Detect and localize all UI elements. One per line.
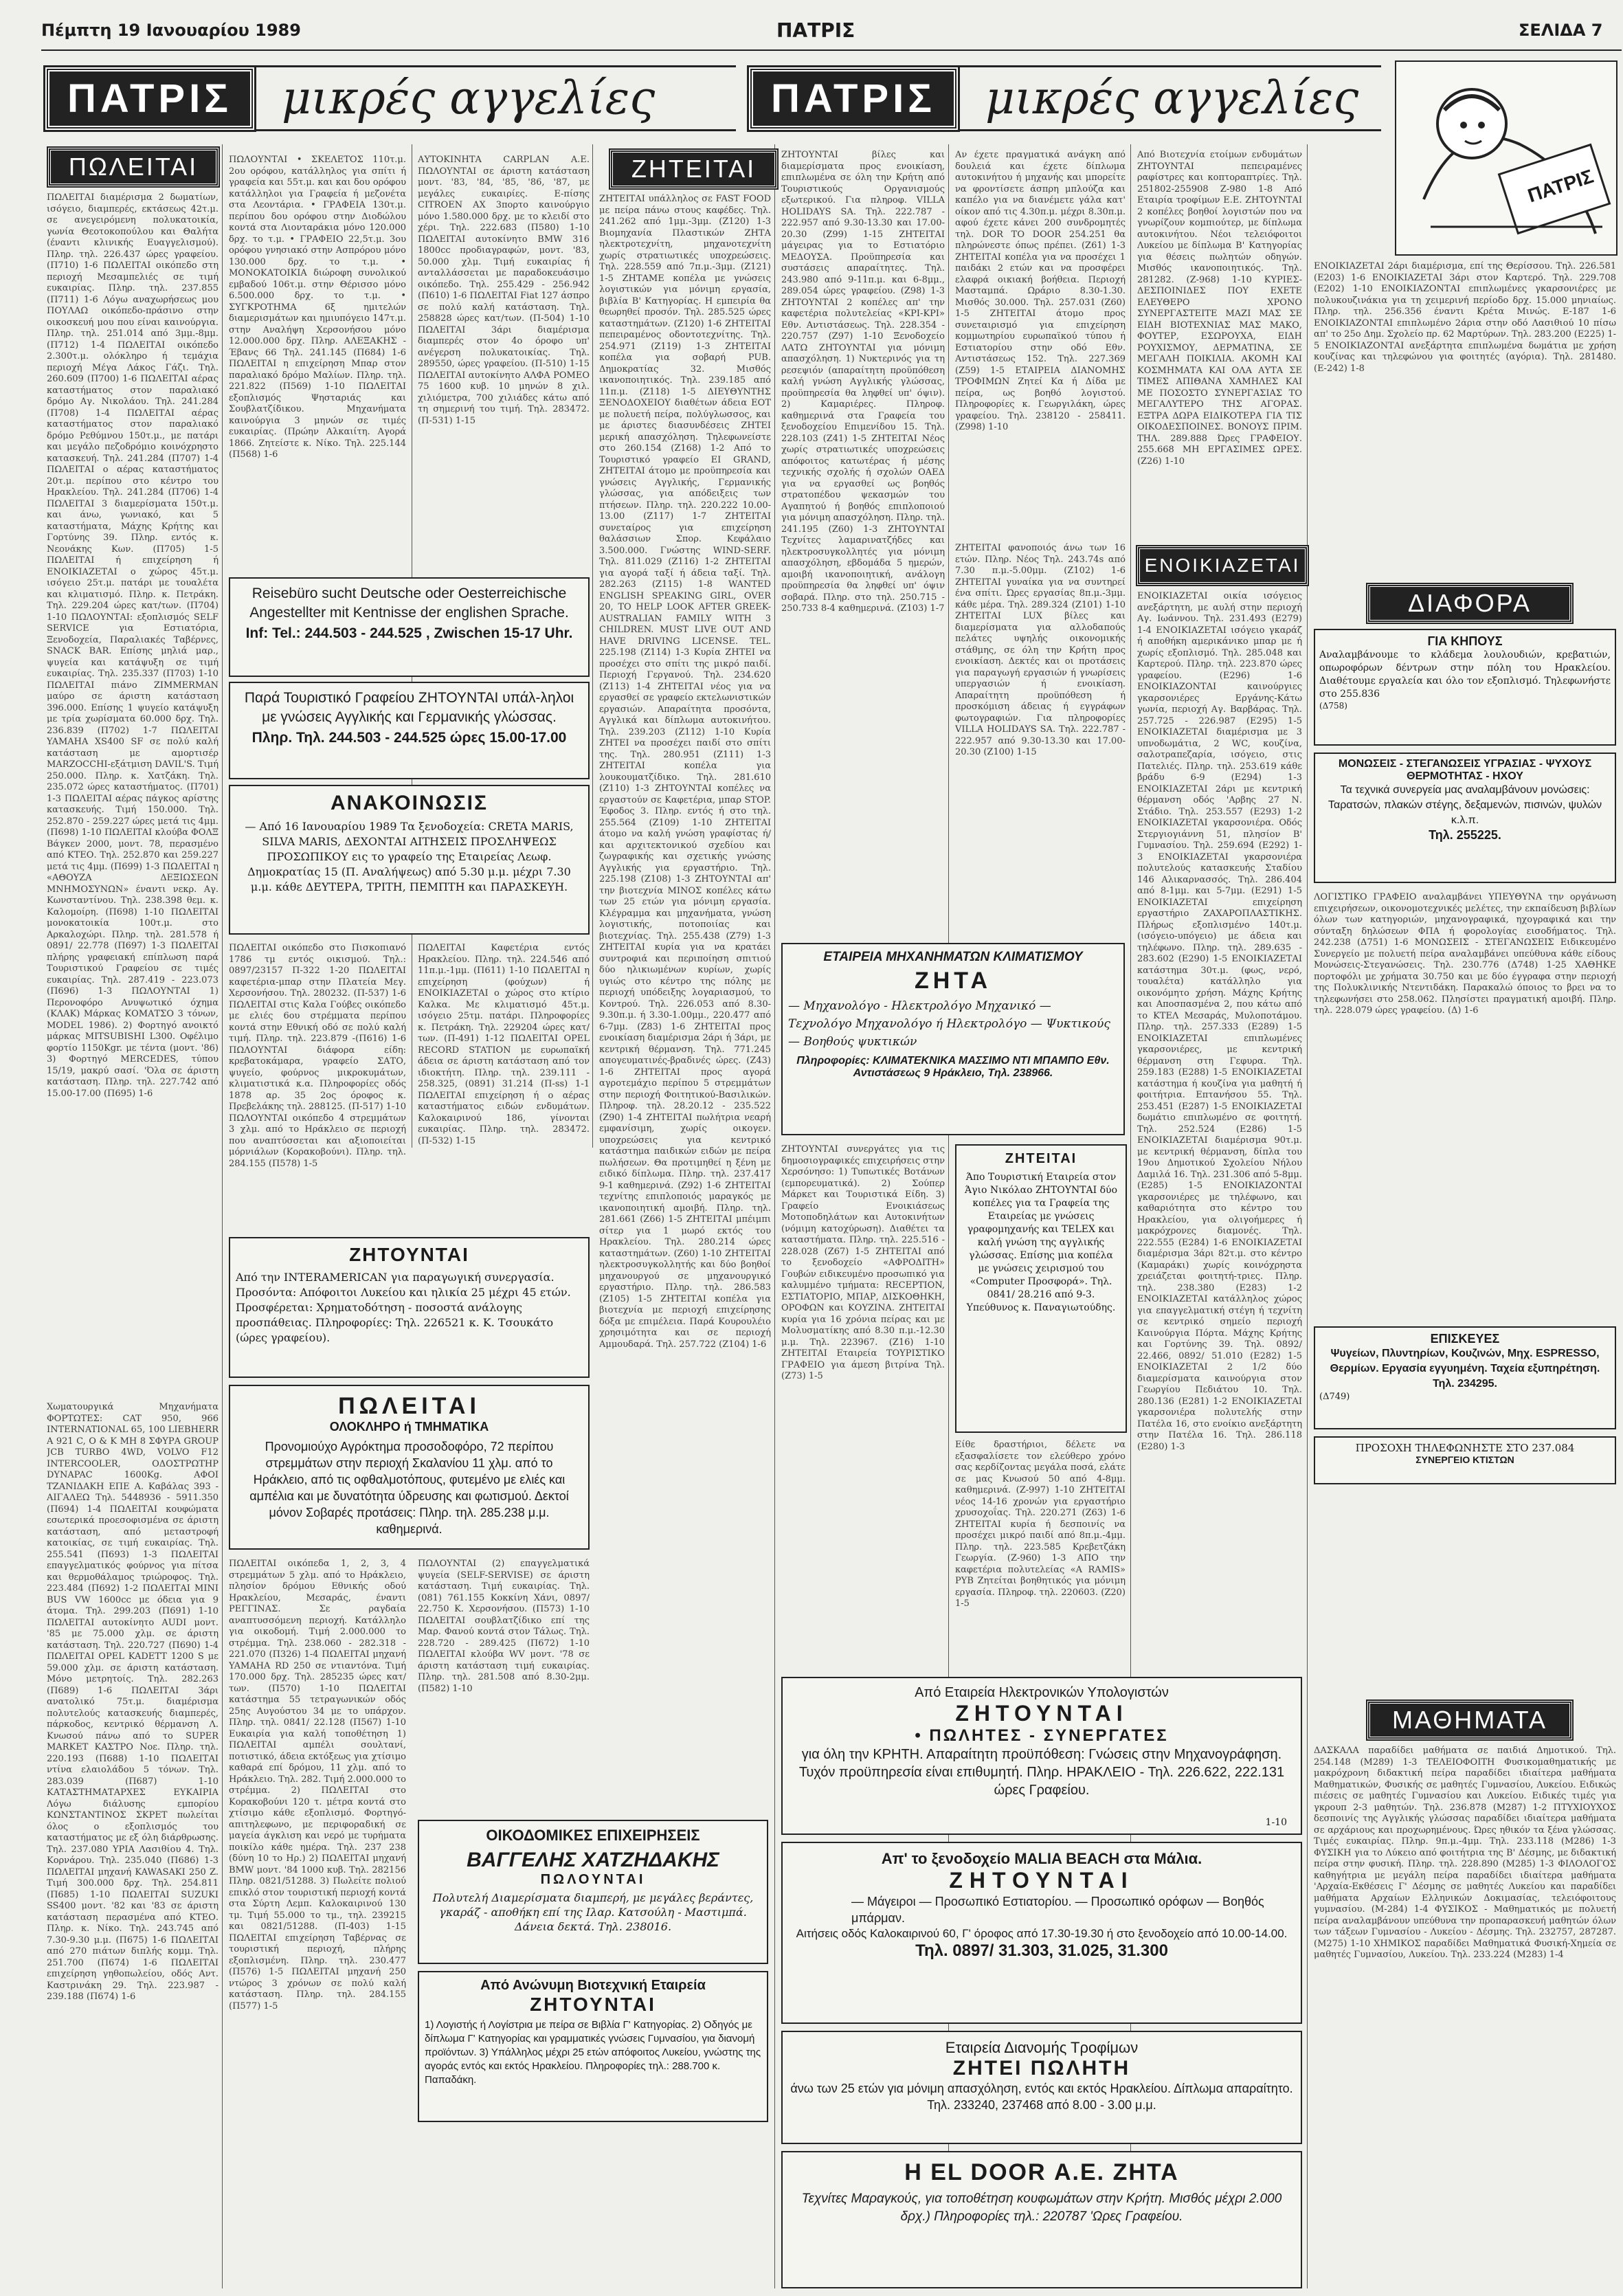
el-door-body: Τεχνίτες Μαραγκούς, για τοποθέτηση κουφωμάτων στην Κρήτη. Μισθός μέχρι 2.000 δρχ.) Πληροφορίες τηλ.: 220787 'Ωρες Γραφείου.	[801, 2192, 1282, 2224]
dianomhs-sub: ΖΗΤΕΙ ΠΩΛΗΤΗ	[952, 2057, 1131, 2080]
prosoxh-title: ΠΡΟΣΟΧΗ ΤΗΛΕΦΩΝΗΣΤΕ ΣΤΟ 237.084	[1355, 1442, 1575, 1454]
cartoon-drawing	[1396, 62, 1616, 254]
computers-title: Από Εταιρεία Ηλεκτρονικών Υπολογιστών	[915, 1685, 1169, 1700]
oikodomikes-sub: ΠΩΛΟΥΝΤΑΙ	[540, 1872, 646, 1887]
computers-ad	[781, 1677, 1302, 1835]
header-date: Πέμπτη 19 Ιανουαρίου 1989	[41, 21, 301, 40]
malia-title: Απ' το ξενοδοχείο MALIA BEACH στα Μάλια.	[881, 1850, 1202, 1867]
klimatismos-ad	[781, 943, 1125, 1135]
kipos-body: Αναλαμβάνουμε το κλάδεμα λουλουδιών, κρεβατιών, οπωροφόρων δέντρων στην πόλη του Ηρακλείου. Διαθέτουμε εργαλεία και όλο τον εξοπλισμό. Τηλεφωνήστε στο 255.836	[1319, 649, 1611, 700]
ads-column-7-bottom: Είθε δραστήριοι, δέλετε να εξασφαλίσετε τον ελεύθερο χρόνο σας κερδίζοντας μεγάλα ποσά, ελάτε σε μας Κνωσού 50 από 4-8μμ. καθημερινά. (Ζ-997) 1-10 ΖΗΤΕΙΤΑΙ νέος 14-16 χρονών για εργαστήριο χρυσοχοΐας. Τηλ. 220.271 (Ζ63) 1-6 ΖΗΤΕΙΤΑΙ κυρία ή δεσποινίς να προσέχει μικρό παιδί από 8π.μ.-4μμ. Πληρ. τηλ. 223.585 Κρεβετζάκη Γεωργία. (Ζ-960) 1-3 ΑΠΟ την καφετέρια πολυτελείας «A RAMIS» ΡΥΒ Ζητείται βοηθητικός για μόνιμη εργασία. Πληροφ. τηλ. 220603. (Ζ20) 1-5	[955, 1440, 1126, 1609]
episkeues-code: (Δ749)	[1319, 1392, 1350, 1402]
touristiko-ad	[229, 682, 590, 779]
agroktima-subtitle: ΟΛΟΚΛΗΡΟ ή ΤΜΗΜΑΤΙΚΑ	[329, 1420, 489, 1434]
el-door-title: Η EL DOOR Α.Ε. ΖΗΤΑ	[904, 2159, 1179, 2185]
anonymh-body: 1) Λογιστής ή Λογίστρια με πείρα σε Βιβλία Γ' Κατηγορίας. 2) Οδηγός με δίπλωμα Γ' Κατηγορίας και γραμματικές γνώσεις Γυμνασίου, για διανομή προϊόντων. 3) Υπάλληλος μέχρι 25 ετών απόφοιτος Λυκείου, γνώστης της αγοράς εντός και εκτός Ηρακλείου. Πληροφορίες τηλ.: 288.700 κ. Παπαδάκη.	[425, 2019, 761, 2086]
dianomhs-title: Εταιρεία Διανομής Τροφίμων	[945, 2039, 1139, 2056]
monoseis-title: ΜΟΝΩΣΕΙΣ - ΣΤΕΓΑΝΩΣΕΙΣ ΥΓΡΑΣΙΑΣ - ΨΥΧΟΥΣ ΘΕΡΜΟΤΗΤΑΣ - ΗΧΟΥ	[1338, 758, 1592, 782]
cartoon-label: ΠΑΤΡΙΣ	[1525, 165, 1596, 207]
malia-phone: Τηλ. 0897/ 31.303, 31.025, 31.300	[915, 1941, 1168, 1960]
kipos-code: (Δ758)	[1319, 701, 1347, 711]
ads-column-8-diafora: ΛΟΓΙΣΤΙΚΟ ΓΡΑΦΕΙΟ αναλαμβάνει ΥΠΕΥΘΥΝΑ την οργάνωση επιχειρήσεων, οικονομοτεχνικές μελέτες, την εκπαίδευση βιβλίων όλων των κατηγοριών, μηχανογραφικά, ηχογραφικά και την σύνταξη δηλώσεων ΦΠΑ ή φορολογίας εισοδήματος. Τηλ. 242.238 (Δ751) 1-6 ΜΟΝΩΣΕΙΣ - ΣΤΕΓΑΝΩΣΕΙΣ Ειδικευμένο Συνεργείο με πολυετή πείρα αναλαμβάνει υπεύθυνα κάθε είδους Μονώσεις-Στεγανώσεις. Τηλ. 230.776 (Δ748) 1-25 ΧΑΘΗΚΕ πορτοφόλι με χρήματα 30.750 και με δύο έγγραφα στην περιοχή της Πολυκλινικής Ντεντιδάκη. Παρακαλώ όποιος το βρει να το τηλεφωνήσει στο 258.062. Πλησίστει πραγματική αμοιβή. Πληρ. τηλ. 228.079 ώρες γραφείου. (Δ) 1-6	[1314, 892, 1616, 1016]
agios-nikolaos-body: Άπο Τουριστική Εταιρεία στον Άγιο Νικόλαο ΖΗΤΟΥΝΤΑΙ δύο κοπέλες για τα Γραφεία της Εταιρείας με γνώσεις γραφομηχανής και TELEX και καλή γνώση της αγγλικής γλώσσας. Επίσης μια κοπέλα με γνώσεις χειρισμού του «Computer Προσφορά». Τηλ. 0841/ 28.216 από 9-3. Υπεύθυνος κ. Παναγιωτούδης.	[964, 1172, 1117, 1313]
agios-nikolaos-title: ΖΗΤΕΙΤΑΙ	[1005, 1151, 1077, 1166]
section-enoikiazetai: ΕΝΟΙΚΙΑΖΕΤΑΙ	[1137, 546, 1308, 585]
klimatismos-info: Πληροφορίες: ΚΛΙΜΑΤΕΚΝΙΚΑ ΜΑΣΣΙΜΟ ΝΤΙ ΜΠΑΜΠΟ Εθν. Αντιστάσεως 9 Ηράκλειο, Τηλ. 238966.	[796, 1055, 1110, 1079]
interamerican-ad	[229, 1237, 590, 1378]
monoseis-phone: Τηλ. 255225.	[1429, 828, 1501, 842]
banner-left-logo: ΠΑΤΡΙΣ	[45, 67, 254, 130]
ads-column-3-lower: ΠΩΛΕΙΤΑΙ Καφετέρια εντός Ηρακλείου. Πληρ. τηλ. 224.546 από 11π.μ.-1μμ. (Π611) 1-10 ΠΩΛΕΙΤΑΙ η επιχείρηση (φούχων) ή ΕΝΟΙΚΙΑΖΕΤΑΙ ο χώρος στο κτίριο Καλκα. Με κλιματισμό 45τ.μ. ισόγειο 25τμ. πατάρι. Πληροφορίες κ. Πετράκη. Τηλ. 229204 ώρες κατ/των. (Π-491) 1-12 ΠΩΛΕΙΤΑΙ OPEL RECORD STATION με ευρωπαϊκή άδεια σε άριστη κατάσταση από τον ιδιοκτήτη. Πληρ. τηλ. 239.111 - 258.325, (0891) 31.214 (Π-ss) 1-1 ΠΩΛΕΙΤΑΙ επιχείρηση ή ο αέρας καταστήματος ειδών ενδυμάτων. Καλοκαιρινού 186, γίνονται ευκαιρίας. Πληρ. τηλ. 283472. (Π-532) 1-15	[418, 943, 590, 1146]
reisebuero-phone: Inf: Tel.: 244.503 - 244.525 , Zwischen 15-17 Uhr.	[245, 625, 573, 641]
section-zhteitai: ΖΗΤΕΙΤΑΙ	[610, 150, 777, 188]
reisebuero-text: Reisebüro sucht Deutsche oder Oesterreichische Angestellter mit Kentnisse der englishen Sprache.	[249, 586, 569, 621]
anakoinosis-body: — Από 16 Ιανουαρίου 1989 Τα ξενοδοχεία: CRETA MARIS, SILVA MARIS, ΔΕΧΟΝΤΑΙ ΑΙΤΗΣΕΙΣ ΠΡΟΣΛΗΨΕΩΣ ΠΡΟΣΩΠΙΚΟΥ εις το γραφείο της Εταιρείας Λεωφ. Δημοκρατίας 15 (Π. Αναλήψεως) από 5.30 μ.μ. μέχρι 7.30 μ.μ. κάθε ΔΕΥΤΕΡΑ, ΤΡΙΤΗ, ΠΕΜΠΤΗ και ΠΑΡΑΣΚΕΥΗ.	[245, 820, 574, 893]
anakoinosis-title: ΑΝΑΚΟΙΝΩΣΙΣ	[330, 792, 488, 814]
ads-column-6-lower: ΖΗΤΕΙΤΑΙ φανοποιός άνω των 16 ετών. Πληρ. Νέος Τηλ. 243.74s από 7.30 π.μ.-5.00μμ. (Ζ102) 1-6 ΖΗΤΕΙΤΑΙ γυναίκα για να συντηρεί ένα σπίτι. Ώρες εργασίας 8π.μ.-3μμ. κάθε μέρα. Τηλ. 289.324 (Ζ101) 1-10 ΖΗΤΕΙΤΑΙ LUX βίλες και διαμερίσματα για αλλοδαπούς πελάτες υψηλής οικονομικής στάθμης, σε όλη την Κρήτη προς ενοικίαση. Δεκτές και οι προτάσεις για παραγωγή εργασιών ή γνωρίσεις υπεργασιών ή ενοικίαση. Απαραίτητη προϋπόθεση ή προσκόμιση άδειας ή εγγράφων φωτογραφιών. Για πληροφορίες VILLA HOLIDAYS SA. Τηλ. 222.787 - 222.957 από 9.30-13.30 και 17.00-20.30 (Ζ100) 1-15	[955, 543, 1126, 757]
anonymh-sub: ΖΗΤΟΥΝΤΑΙ	[530, 1994, 656, 2015]
kipos-title: ΓΙΑ ΚΗΠΟΥΣ	[1427, 634, 1503, 648]
ads-column-3-bottom: ΠΩΛΟΥΝΤΑΙ (2) επαγγελματικά ψυγεία (SELF-SERVISE) σε άριστη κατάσταση. Τιμή ευκαιρίας. Τηλ. (081) 761.155 Κοκκίνη Χάνι, 0897/ 22.750 Κ. Χερσονήσου. (Π573) 1-10 ΠΩΛΕΙΤΑΙ σουβλατζίδικο επί της Μαρ. Φανού κοντά στον Τάλως. Τηλ. 228.720 - 289.425 (Π672) 1-10 ΠΩΛΕΙΤΑΙ κλούβα WV μοντ. '78 σε άριστη κατάσταση τιμή ευκαιρίας. Πληρ. τηλ. 281.508 από 8.30-2μμ. (Π582) 1-10	[418, 1559, 590, 1694]
anonymh-ad	[418, 1971, 768, 2122]
ads-column-5: ΖΗΤΟΥΝΤΑΙ βίλες και διαμερίσματα προς ενοικίαση, επιπλωμένα σε όλη την Κρήτη από Τουριστικούς Οργανισμούς εξωτερικού. Για πληροφ. VILLA HOLIDAYS SA. Τηλ. 222.787 - 222.957 από 9.30-13.30 και 17.00-20.30 (Ζ99) 1-15 ΖΗΤΕΙΤΑΙ μάγειρας για το Εστιατόριο ΜΕΔΟΥΣΑ. Προϋπηρεσία και συστάσεις απαραίτητες. Τηλ. 243.980 από 9-11π.μ. και 6-8μμ., 289.054 ώρες γραφείου. (Ζ98) 1-3 ΖΗΤΟΥΝΤΑΙ 2 κοπέλες απ' την καφετέρια πολυτελείας «ΚΡΙ-ΚΡΙ» Εθν. Αντιστάσεως. Τηλ. 228.354 - 220.757 (Ζ97) 1-10 Ξενοδοχείο ΛΑΤΩ ΖΗΤΟΥΝΤΑΙ για μόνιμη απασχόληση. 1) Νυκτερινός για τη ρεσεψιόν (απαραίτητη προϋπόθεση καλή γνώση Αγγλικής γλώσσας, προϋπηρεσία θα ληφθεί υπ' όψιν). 2) Καμαριέρες. Πληροφ. καθημερινά στα Γραφεία του ξενοδοχείου Επιμενίδου 15. Τηλ. 228.103 (Ζ41) 1-5 ΖΗΤΕΙΤΑΙ Νέος χωρίς στρατιωτικές υποχρεώσεις απόφοιτος κατωτέρας ή μέσης τεχνικής σχολής ή σχολών ΟΑΕΔ για να εργασθεί ως βοηθός στρατοπέδου ψεκασμών του Αγαπητού ή βοηθός επιπλοποιού για μόνιμη απασχόληση. Πληρ. τηλ. 241.195 (Ζ60) 1-3 ΖΗΤΟΥΝΤΑΙ Τεχνίτες λαμαρινατζήδες και ηλεκτροσυγκολλητές για μόνιμη απασχόληση, εβδομάδα 5 ημερών, αμοιβή ικανοποιητική, ανάλογη προϋπηρεσία θα ληφθεί υπ' όψιν σοβαρά. Πληρ. στο τηλ. 250.715 - 250.733 8-4 καθημερινά. (Ζ103) 1-7	[781, 150, 945, 614]
banner-left	[45, 65, 736, 131]
interamerican-title: ΖΗΤΟΥΝΤΑΙ	[349, 1244, 469, 1265]
banner-right-title: μικρές αγγελίες	[958, 65, 1381, 131]
agroktima-title: ΠΩΛΕΙΤΑΙ	[338, 1393, 480, 1419]
header-page-number: ΣΕΛΙΔΑ 7	[1519, 21, 1603, 40]
klimatismos-items: — Μηχανολόγο - Ηλεκτρολόγο Μηχανικό — Τεχνολόγο Μηχανολόγο ή Ηλεκτρολόγο — Ψυκτικούς — Βοηθούς ψυκτικών	[788, 999, 1110, 1049]
ads-column-8-enoik: ΕΝΟΙΚΙΑΖΕΤΑΙ 2άρι διαμέρισμα, επί της Θερίσσου. Τηλ. 226.581 (Ε203) 1-6 ΕΝΟΙΚΙΑΖΕΤΑΙ 3άρι στον Καρτερό. Τηλ. 229.708 (Ε202) 1-10 ΕΝΟΙΚΙΑΖΟΝΤΑΙ επιπλωμένες γκαρσονιέρες με πολυκουζινάκια για τη χειμερινή περίοδο δρχ. 15.000 μηνιαίως. Πληρ. τηλ. 256.356 έναντι Κρέτα Μινώς. Ε-187 1-6 ΕΝΟΙΚΙΑΖΟΝΤΑΙ επιπλωμένο 2άρια στην οδό Λασιθιού 10 πίσω απ' το 25ο Δημ. Σχολείο πρ. 62 Μαρτύρων. Τηλ. 283.200 (Ε225) 1-5 ΕΝΟΙΚΙΑΖΟΝΤΑΙ ανεξάρτητα επιπλωμένα δωμάτια με χρήση κουζίνας και τηλεφώνου για φοιτητές (αγόρια). Τηλ. 281480. (Ε-242) 1-8	[1314, 261, 1616, 374]
dianomhs-body: άνω των 25 ετών για μόνιμη απασχόληση, εντός και εκτός Ηρακλείου. Δίπλωμα απαραίτητο. Τηλ. 233240, 237468 από 8.00 - 3.00 μ.μ.	[790, 2082, 1293, 2112]
agios-nikolaos-ad	[955, 1144, 1127, 1433]
anakoinosis-ad	[229, 785, 590, 935]
ads-column-1: ΠΩΛΕΙΤΑΙ διαμέρισμα 2 δωματίων, ισόγειο, διαμπερές, εκτάσεως 42τ.μ. σε ανεγειρόμενη πολυκατοικία, γωνία Θεοτοκοπούλου και Θαλήτα (έναντι κλινικής Ευαγγελισμού). Πληρ. τηλ. 226.437 ώρες γραφείου. (Π710) 1-6 ΠΩΛΕΙΤΑΙ οικόπεδο στη περιοχή Μεσαμπελιές σε τιμή ευκαιρίας. Πληρ. τηλ. 237.855 (Π711) 1-6 Λόγω αναχωρήσεως μου ΠΟΥΛΑΩ οικόπεδο-πράσινο στην οικοσκευή μου που είναι καινούργια. Πληρ. τηλ. 251.014 από 3μμ.-8μμ. (Π712) 1-4 ΠΩΛΕΙΤΑΙ οικόπεδο 2.300τ.μ. ολόκληρο ή τεμάχια περιοχή Μέγα Λάκος Γάζι. Τηλ. 260.609 (Π700) 1-6 ΠΩΛΕΙΤΑΙ αέρας καταστήματος στον παραλιακό δρόμο Αγ. Νικολάου. Τηλ. 241.284 (Π708) 1-4 ΠΩΛΕΙΤΑΙ αέρας καταστήματος στον παραλιακό δρόμο Ρεθύμνου 150τ.μ., με πατάρι και μεγάλο πεζοδρόμιο κοινόχρηστο κατασκευή. Τηλ. 241.284 (Π707) 1-4 ΠΩΛΕΙΤΑΙ ο αέρας καταστήματος 20τ.μ. περίπου στο κέντρο του Ηρακλείου. Τηλ. 241.284 (Π706) 1-4 ΠΩΛΕΙΤΑΙ 3 διαμερίσματα 150τ.μ. και άνω, γωνιακό, και 5 καταστήματα, Μάχης Κρήτης και Γορτύνης 39. Πληρ. εντός κ. Νεονάκης Κων. (Π705) 1-5 ΠΩΛΕΙΤΑΙ ή επιχείρηση ή ΕΝΟΙΚΙΑΖΕΤΑΙ ο χώρος 45τ.μ. ισόγειο 25τ.μ. πατάρι με τουαλέτα και κλιματισμό. Πληρ. κ. Πετράκη. Τηλ. 229.204 ώρες κατ/των. (Π704) 1-10 ΠΩΛΟΥΝΤΑΙ: εξοπλισμός SELF SERVICE για Εστιατόρια, Ξενοδοχεία, Παραλιακές Ταβέρνες, SNACK BAR. Επίσης μηλιά μαρ., ψυγεία και κατάψυξη σε τιμή ευκαιρίας. Τηλ. 235.337 (Π703) 1-10 ΠΩΛΕΙΤΑΙ πιάνο ZIMMERMAN μαύρο σε άριστη κατάσταση 396.000. Επίσης 1 ψυγείο κατάψυξη με τρία χωρίσματα 60.000 δρχ. Τηλ. 236.839 (Π702) 1-7 ΠΩΛΕΙΤΑΙ YAMAHA XS400 SF σε πολύ καλή κατάσταση με αμορτισέρ MARZOCCHI-εξάτμιση DAVIL'S. Τιμή 250.000. Πληρ. κ. Χατζάκη. Τηλ. 235.072 ώρες καταστήματος. (Π701) 1-3 ΠΩΛΕΙΤΑΙ αέρας πάγκος αρίστης κατασκευής. Τιμή 150.000. Τηλ. 252.870 - 259.227 ώρες μετά τις 4μμ. (Π698) 1-10 ΠΩΛΕΙΤΑΙ κλούβα ΦΟΛΞ Βάγκεν 2000, μοντ. 78, περασμένο από ΚΤΕΟ. Τηλ. 252.870 και 259.227 μετά τις 4μμ. (Π699) 1-3 ΠΩΛΕΙΤΑΙ η «ΑΘΟΥΖΑ ΔΕΞΙΩΣΕΩΝ ΜΝΗΜΟΣΥΝΩΝ» έναντι νεκρ. Αγ. Κωνσταντίνου. Τηλ. 238.398 θεμ. κ. Καλομοίρη. (Π698) 1-10 ΠΩΛΕΙΤΑΙ μονοκατοικία 100τ.μ. στο Αρκαλοχώρι. Πληρ. τηλ. 281.578 ή 0891/ 22.778 (Π697) 1-3 ΠΩΛΕΙΤΑΙ πλήρης γραφειακή επίπλωση παρά Τουριστικού Γραφείου σε τιμές ευκαιρίας. Τηλ. 287.419 - 223.073 (Π696) 1-3 ΠΩΛΟΥΝΤΑΙ 1) Περονοφόρο Ανυψωτικό όχημα (ΚΛΑΚ) Μάρκας ΚΟΜΑΤΣΟ 3 τόνων, MODEL 1986). 2) Φορτηγό ανοικτό μάρκας MITSUBISHI L300. Οφέλιμο φορτίο 1150Kgr. με τέντα (μοντ. '86) 3) Φορτηγό MERCEDES, τύπου 15/19, μακρύ σασί. 'Όλα σε άριστη κατάσταση. Πληρ. τηλ. 227.742 από 15.00-17.00 (Π695) 1-6	[47, 192, 219, 1099]
computers-code: 1-10	[1265, 1817, 1287, 1828]
section-poleitai: ΠΩΛΕΙΤΑΙ	[48, 148, 219, 186]
touristiko-phone: Πληρ. Τηλ. 244.503 - 244.525 ώρες 15.00-17.00	[251, 730, 567, 746]
section-mathimata: ΜΑΘΗΜΑΤΑ	[1367, 1701, 1572, 1739]
ads-column-7: Από Βιοτεχνία ετοίμων ενδυμάτων ΖΗΤΟΥΝΤΑΙ πεπειραμένες ραφίστρες και κοπτοραπτρίες. Τηλ. 251802-255908 Ζ-980 1-8 Από Εταιρία τροφίμων Ε.Ε. ΖΗΤΟΥΝΤΑΙ 2 κοπέλες βοηθοί λογιστών που να γνωρίζουν κομπιούτερ, με δίπλωμα αυτοκινήτου. Νέοι τελειόφοιτοι Λυκείου με δίπλωμα Β' Κατηγορίας για θέσεις πωλητών οδηγών. Μισθός ικανοποιητικός. Τηλ. 281282. (Ζ-968) 1-10 ΚΥΡΙΕΣ-ΔΕΣΠΟΙΝΙΔΕΣ ΠΟΥ ΕΧΕΤΕ ΕΛΕΥΘΕΡΟ ΧΡΟΝΟ ΣΥΝΕΡΓΑΣΤΕΙΤΕ ΜΑΖΙ ΜΑΣ ΣΕ ΕΙΔΗ ΒΙΟΤΕΧΝΙΑΣ ΜΑΣ ΜΑΚΟ, ΦΟΥΤΕΡ, ΕΣΩΡΟΥΧΑ, ΕΙΔΗ ΡΟΥΧΙΣΜΟΥ, ΔΕΡΜΑΤΙΝΑ, ΣΕ ΜΕΓΑΛΗ ΠΟΙΚΙΛΙΑ. ΑΚΟΜΗ ΚΑΙ ΚΟΣΜΗΜΑΤΑ ΚΑΙ ΟΛΑ ΑΥΤΑ ΣΕ ΤΙΜΕΣ ΑΠΙΘΑΝΑ ΧΑΜΗΛΕΣ ΚΑΙ ΜΕ ΠΟΣΟΣΤΟ ΣΥΝΕΡΓΑΣΙΑΣ ΤΟ ΜΕΓΑΛΥΤΕΡΟ ΤΗΣ ΑΓΟΡΑΣ. ΕΞΤΡΑ ΔΩΡΑ ΕΙΔΙΚΟΤΕΡΑ ΓΙΑ ΤΙΣ ΟΙΚΟΔΕΣΠΟΙΝΕΣ. ΒΟΝΟΥΣ ΠΡΙΜ. ΤΗΛ. 289.888 Ώρες ΓΡΑΦΕΙΟΥ. 255.668 ΜΗ ΕΡΓΑΣΙΜΕΣ ΩΡΕΣ. (Ζ26) 1-10	[1137, 150, 1302, 467]
episkeues-body: Ψυγείων, Πλυντηρίων, Κουζινών, Μηχ. ESPRESSO, Θερμίων. Εργασία εγγυημένη. Ταχεία εξυπηρέτηση. Τηλ. 234295.	[1330, 1348, 1600, 1390]
ads-column-6: Αν έχετε πραγματικά ανάγκη από δουλειά και έχετε δίπλωμα αυτοκινήτου ή μηχανής και μπορείτε να φροντίσετε άσπρη μπλούζα και καπέλο για να διανέμετε γάλα κατ' οίκον από τις 4.30π.μ. μέχρι 8.30π.μ. αφού έχετε κάνει 200 συνδρομητές τηλ. DOR ΤΟ DOOR 254.251 θα πληρώνεστε όπως πρέπει. (Ζ61) 1-3 ΖΗΤΕΙΤΑΙ κοπέλα για να προσέχει 1 παιδάκι 2 ετών και να προσφέρει ελαφρά οικιακή βοήθεια. Περιοχή Μασταμπά. Ωράριο 8.30-1.30. Μισθός 30.000. Τηλ. 257.031 (Ζ60) 1-5 ΖΗΤΕΙΤΑΙ άτομο προς συνεταιρισμό για επιχείρηση κομμωτηρίου ευρωπαϊκού τύπου ή Εστιατορίου στην οδό Εθν. Αντιστάσεως 152. Τηλ. 227.369 (Ζ59) 1-5 ΕΤΑΙΡΕΙΑ ΔΙΑΝΟΜΗΣ ΤΡΟΦΙΜΩΝ Ζητεί Κα ή Δίδα με πείρα, ως βοηθό λογιστού. Πληροφορίες κ. Γεωργιλάκη, ώρες γραφείου. Τηλ. 238120 - 258411. (Ζ998) 1-10	[955, 150, 1126, 432]
computers-sub: ΖΗΤΟΥΝΤΑΙ	[955, 1701, 1128, 1726]
cartoon-illustration	[1395, 60, 1618, 256]
ads-column-2-bottom: ΠΩΛΕΙΤΑΙ οικόπεδα 1, 2, 3, 4 στρεμμάτων 5 χλμ. από το Ηράκλειο, πλησίον δρόμου Εθνικής οδού Ηρακλείου, Μεσαράς, έναντι ΡΕΓΓΙΝΑΣ. Σε ραγδαία αναπτυσσόμενη περιοχή. Κατάλληλο για οικοδομή. Τιμή 2.000.000 το στρέμμα. Τηλ. 238.060 - 282.318 - 221.070 (Π326) 1-4 ΠΩΛΕΙΤΑΙ μηχανή YAMAHA RD 250 σε ντιαντόνα. Τιμή 170.000 δρχ. Τηλ. 285235 ώρες κατ/των. (Π570) 1-10 ΠΩΛΕΙΤΑΙ κατάστημα 55 τετραγωνικών οδός 25ης Αυγούστου 34 με το υπάρχον. Πληρ. τηλ. 0841/ 22.128 (Π567) 1-10 Ευκαιρία για καλή τοποθέτηση 1) ΠΩΛΕΙΤΑΙ αμπέλι σουλτανί, ποτιστικό, άδεια εκτόξεως για χτίσιμο καθαρά επί δρόμου, 11 χλμ. από το Ηράκλειο. Τηλ. 282. Τιμή 2.000.000 το στρέμμα. 2) ΠΩΛΕΙΤΑΙ στο Κορακοβούνι 120 τ. μέτρα κοντά στο χτίσιμο κάθε εξοπλισμό. Φορτηγό-απιτηλεφωνο, με περιφοραδική σε μαγεία άγκλιση και νερό με τυρήματα ποικίλο κάθε ημέρα. Τηλ. 237 238 (δύνη 10 το Ηρ.) 2) ΠΩΛΕΙΤΑΙ μηχανή BMW μοντ. '84 1000 κυβ. Τηλ. 282156 Πληρ. 0821/51288. 3) Πωλείτε πολιού επικλό στον τουριστική περιοχή κοντά στα Σύρτη Λεμπ. Καλοκαιρινού 130 τμ. Τιμή 55.000 το τμ., τηλ. 239215 και 0821/51288. (Π-403) 1-15 ΠΩΛΕΙΤΑΙ επιχείρηση Ταβέρνας σε τουριστική περιοχή, πλήρης εξοπλισμένη. Πληρ. τηλ. 230.477 (Π576) 1-5 ΠΩΛΕΙΤΑΙ μηχανή 250 ντώρος 3 χρόνων σε πολύ καλή κατάσταση. Πληρ. τηλ. 284.155 (Π577) 1-5	[229, 1559, 406, 2011]
episkeues-ad	[1314, 1326, 1616, 1429]
banner-right	[749, 65, 1381, 131]
section-diafora: ΔΙΑΦΟΡΑ	[1367, 584, 1572, 623]
ads-column-7-enoik: ΕΝΟΙΚΙΑΖΕΤΑΙ οικία ισόγειος ανεξάρτητη, με αυλή στην περιοχή Αγ. Ιωάννου. Τηλ. 231.493 (Ε279) 1-4 ΕΝΟΙΚΙΑΖΕΤΑΙ ισόγειο γκαράζ ή αποθήκη αμερικάνικο μπαρ με ή χωρίς εξοπλισμό. Τηλ. 285.048 και Καρτερού. Πληρ. τηλ. 223.870 ώρες γραφείου. (Ε296) 1-6 ΕΝΟΙΚΙΑΖΟΝΤΑΙ καινούργιες γκαρσονιέρες Εργάνης-Κάτω γωνία, περιοχή Αγ. Βαρβάρας. Τηλ. 257.725 - 226.987 (Ε295) 1-5 ΕΝΟΙΚΙΑΖΕΤΑΙ διαμέρισμα με 3 υπνοδωμάτια, 2 WC, κουζίνα, σαλοτραπεζαρία, ισόγειο, στις Πατελιές. Πληρ. τηλ. 253.619 κάθε βράδυ 6-9 (Ε294) 1-3 ΕΝΟΙΚΙΑΖΕΤΑΙ 2άρι με κεντρική θέρμανση οδός 'Αρβης 27 Ν. Στάδιο. Τηλ. 253.557 (Ε293) 1-2 ΕΝΟΙΚΙΑΖΕΤΑΙ γκαρσονιέρα. Οδός Στεργιογιάννη 51, πλησίον Β' Γυμνασίου. Τηλ. 259.694 (Ε292) 1-3 ΕΝΟΙΚΙΑΖΕΤΑΙ γκαρσονιέρα πολυτελούς κατασκευής Σταδίου 146 Αλικαρνασσός. Τηλ. 286.404 από 8-1μμ. και 5-7μμ. (Ε291) 1-5 ΕΝΟΙΚΙΑΖΕΤΑΙ επιχείρηση εργαστήριο ΖΑΧΑΡΟΠΛΑΣΤΙΚΗΣ. Πλήρως εξοπλισμένο 140τ.μ. (ισόγειο-υπόγειο) με άδεια και τηλέφωνο. Πληρ. τηλ. 289.635 - 283.602 (Ε290) 1-5 ΕΝΟΙΚΙΑΖΕΤΑΙ κατάστημα 30τ.μ. (φως, νερό, τουαλέτα) κατάλληλο για οικονόμητο χρήση. Μάχης Κρήτης και Αποσπασμένα 2, που κάτω από το ΚΤΕΛ Μεσαράς, Μυλοποτάμου. Πληρ. τηλ. 257.333 (Ε289) 1-5 ΕΝΟΙΚΙΑΖΕΤΑΙ επιπλωμένες γκαρσονιέρες, με κεντρική θέρμανση στη Γεφυρα. Τηλ. 259.183 (Ε288) 1-5 ΕΝΟΙΚΙΑΖΕΤΑΙ κατάστημα ή κουζίνα για μαθητή ή φοιτήτρια. Επτανήσου 55. Τηλ. 253.451 (Ε287) 1-5 ΕΝΟΙΚΙΑΖΕΤΑΙ δωμάτιο επιπλωμένο σε φοιτητή. Τηλ. 252.524 (Ε286) 1-5 ΕΝΟΙΚΙΑΖΕΤΑΙ διαμέρισμα 90τ.μ. με κεντρική θέρμανση, δίπλα του 19ου Δημοτικού Σχολείου Νήλου Δαμιλά 16. Τηλ. 231.306 από 5-8μμ. (Ε285) 1-5 ΕΝΟΙΚΙΑΖΟΝΤΑΙ γκαρσονιέρες με τηλέφωνο, και καθαριότητα στο κέντρο του Ηρακλείου, για ολιγοήμερες ή μακρόχρονες διαμονές. Τηλ. 222.555 (Ε284) 1-6 ΕΝΟΙΚΙΑΖΕΤΑΙ διαμέρισμα 3άρι 82τ.μ. στο κέντρο (Καμαράκι) χωρίς κοινόχρηστα χρειάζεται φοιτητή-τριες. Πληρ. τηλ. 238.380 (Ε283) 1-2 ΕΝΟΙΚΙΑΖΕΤΑΙ κατάλληλος χώρος για επαγγελματική στέγη ή τεχνίτη σε κεντρικό σημείο περιοχή Καινούργια Πόρτα. Μάχης Κρήτης και Γορτύνης 39. Τηλ. 0892/ 22.466, 0892/ 51.010 (Ε282) 1-5 ΕΝΟΙΚΙΑΖΕΤΑΙ 2 1/2 δύο διαμερίσματα καινούργια στον Γεωργίου Πεδιάτου 10. Τηλ. 280.136 (Ε281) 1-2 ΕΝΟΙΚΙΑΖΕΤΑΙ γκαρσονιέρα πολυτελής στην Πατέλα 16, στο ενοίκιο ανεξάρτητη στην Πατέλα 16. Τηλ. 286.118 (Ε280) 1-3	[1137, 591, 1302, 1452]
oikodomikes-name: ΒΑΓΓΕΛΗΣ ΧΑΤΖΗΔΑΚΗΣ	[467, 1849, 719, 1871]
malia-items: — Μάγειροι — Προσωπικό Εστιατορίου. — Προσωπικό ορόφων — Βοηθός μπάρμαν.	[851, 1895, 1264, 1925]
header-rule	[41, 49, 1622, 51]
header-paper-name: ΠΑΤΡΙΣ	[776, 19, 855, 42]
interamerican-body: Από την INTERAMERICAN για παραγωγική συνεργασία. Προσόντα: Απόφοιτοι Λυκείου και ηλικία 25 μέχρι 45 ετών. Προσφέρεται: Χρηματοδότηση - ποσοστά ανάλογης προσπάθειας. Πληροφορίες: Τηλ. 226521 κ. Κ. Τσουκάτο (ώρες γραφείου).	[236, 1271, 571, 1344]
anonymh-title: Από Ανώνυμη Βιοτεχνική Εταιρεία	[480, 1978, 706, 1993]
reisebuero-ad	[229, 577, 590, 677]
kipos-ad	[1314, 629, 1616, 746]
prosoxh-ad	[1314, 1436, 1616, 1484]
touristiko-text: Παρά Τουριστικό Γραφείου ΖΗΤΟΥΝΤΑΙ υπάλ-ληλοι με γνώσεις Αγγλικής και Γερμανικής γλώσσας.	[244, 690, 574, 725]
banner-right-logo: ΠΑΤΡΙΣ	[749, 67, 958, 130]
ads-column-2-lower: ΠΩΛΕΙΤΑΙ οικόπεδο στο Πισκοπιανό 1786 τμ εντός οικισμού. Τηλ.: 0897/23157 Π-322 1-20 ΠΩΛΕΙΤΑΙ καφετέρια-μπαρ στην Πλατεία Μεγ. Χερσονήσου. Τηλ. 280232. (Π-537) 1-6 ΠΩΛΕΙΤΑΙ στις Καλα Γούβες οικόπεδο με ελιές 6ου στρέμματα περίπου κοντά στην Εθνική οδό σε πολύ καλή τιμή. Πληρ. τηλ. 223.879 -(Π616) 1-6 ΠΩΛΟΥΝΤΑΙ διάφορα είδη: κρεβατοκάμαρα, γραφείο ΣΑΤΟ, ψυγείο, φούρνος μικροκυμάτων, κλιματιστικά κ.α. Πληροφορίες οδός 1878 αρ. 35 2ος όροφος κ. Πρεβελάκης τηλ. 288125. (Π-517) 1-10 ΠΩΛΟΥΝΤΑΙ οικόπεδο 4 στρεμμάτων 3 χλμ. από το Ηράκλειο σε περιοχή που αναπτύσσεται και αξιοποιείται μόρνιάλων (Κορακοβούνι). Πληρ. τηλ. 284.155 (Π578) 1-5	[229, 943, 406, 1169]
agroktima-body: Προνομιούχο Αγρόκτημα προσοδοφόρο, 72 περίπου στρεμμάτων στην περιοχή Σκαλανίου 11 χλμ. από το Ηράκλειο, από τις οφθαλμοτόπους, φυτεμένο με ελιές και αμπέλια και με δυνατότητα ύδρευσης και φωτισμού. Δεκτοί μόνον Σοβαρές προτάσεις: Πληρ. τηλ. 285.238 μ.μ. καθημερινά.	[249, 1440, 569, 1536]
ads-column-3: ΑΥΤΟΚΙΝΗΤΑ CARPLAN Α.Ε. ΠΩΛΟΥΝΤΑΙ σε άριστη κατάσταση μοντ. '83, '84, '85, '86, '87, με μεγάλες ευκαιρίες. Ε-πίσης CITROEN ΑΧ 3πορτο καινούργιο μόνο 1.580.000 δρχ. με το κλειδί στο χέρι. Τηλ. 222.683 (Π580) 1-10 ΠΩΛΕΙΤΑΙ αυτοκίνητο BMW 316 1800cc προδιαγραφών, μοντ. '83, 50.000 χλμ. Τιμή ευκαιρίας ή ανταλλάσσεται με παραδοκευάσιμο οικόπεδο. Τηλ. 255.429 - 256.942 (Π610) 1-6 ΠΩΛΕΙΤΑΙ Fiat 127 άσπρο σε πολύ καλή κατάσταση. Τηλ. 258828 ώρες κατ/των. (Π-504) 1-10 ΠΩΛΕΙΤΑΙ 3άρι διαμέρισμα διαμπερές στον 4ο όροφο υπ' ανέγερση πολυκατοικίας. Τηλ. 289550, ώρες γραφείου. (Π-510) 1-15 ΠΩΛΕΙΤΑΙ αυτοκίνητο ΑΛΦΑ ΡΟΜΕΟ 75 1600 κυβ. 10 μηνών 8 χιλ. χιλιόμετρα, 700 χιλιάδες κάτω από τη σημερινή του τιμή. Τηλ. 283472. (Π-531) 1-15	[418, 155, 590, 426]
prosoxh-body: ΣΥΝΕΡΓΕΙΟ ΚΤΙΣΤΩΝ	[1415, 1454, 1514, 1465]
banner-left-title: μικρές αγγελίες	[254, 65, 736, 131]
oikodomikes-body: Πολυτελή Διαμερίσματα διαμπερή, με μεγάλες βεράντες, γκαράζ - αποθήκη επί της Ιλαρ. Κατσούλη - Μαστιμπά. Δάνεια δεκτά. Τηλ. 238016.	[432, 1891, 754, 1933]
el-door-ad	[781, 2151, 1302, 2288]
klimatismos-title: ΕΤΑΙΡΕΙΑ ΜΗΧΑΝΗΜΑΤΩΝ ΚΛΙΜΑΤΙΣΜΟΥ	[823, 950, 1083, 964]
agroktima-ad	[229, 1385, 590, 1550]
malia-body: Αιτήσεις οδός Καλοκαιρινού 60, Γ' όροφος από 17.30-19.30 ή στο ξενοδοχείο από 10.00-14.00.	[796, 1927, 1288, 1940]
episkeues-title: ΕΠΙΣΚΕΥΕΣ	[1430, 1332, 1500, 1346]
malia-beach-ad	[781, 1842, 1302, 2024]
ads-column-1-bottom: Χωματουργικά Μηχανήματα ΦΟΡΤΩΤΕΣ: CAT 950, 966 INTERNATIONAL 65, 100 LIEBHERR A 921 C, Ο & Κ ΜΗ 8 ΣΦΥΡΑ GROUP JCB TURBO 4WD, VOLVO F12 INTERCOOLER, ΟΔΟΣΤΡΩΤΗΡ DYNAPAC 1600Kg. ΑΦΟΙ ΤΖΑΝΙΔΑΚΗ ΕΠΕ Α. Καβάλας 393 - ΑΙΓΑΛΕΩ Τηλ. 5448936 - 5911.350 (Π694) 1-4 ΠΩΛΕΙΤΑΙ κουφώματα εσωτερικά προεσοφισμένα σε άριστη κατάσταση, από μεταστροφή κατοικίας, σε τιμή ευκαιρίας. Τηλ. 255.541 (Π693) 1-3 ΠΩΛΕΙΤΑΙ επαγγελματικός φούρνος για πίτσα και θερμοθάλαμος τριώροφος. Τηλ. 223.484 (Π692) 1-2 ΠΩΛΕΙΤΑΙ MINI BUS VW 1600cc με όδεια για 9 άτομα. Τηλ. 299.203 (Π691) 1-10 ΠΩΛΕΙΤΑΙ αυτοκίνητο AUDI μοντ. '85 με 75.000 χλμ. σε άριστη κατάσταση. Τηλ. 220.727 (Π690) 1-4 ΠΩΛΕΙΤΑΙ OPEL KADETT 1200 S με 59.000 χλμ. σε άριστη κατάσταση. Μόνο μετρητοίς. Τηλ. 282.263 (Π689) 1-6 ΠΩΛΕΙΤΑΙ 3άρι ανατολικό 75τ.μ. διαμέρισμα πολυτελούς κατασκευής διαμπερές, πάρκοδος, κεντρικό θέρμανση Λ. Κνωσού πάνω από το SUPER MARKET ΚΑΣΤΡΟ Νοε. Πληρ. τηλ. 220.193 (Π688) 1-10 ΠΩΛΕΙΤΑΙ ντίνα ελαιολάδου 5 τόνων. Τηλ. 283.039 (Π687) 1-10 ΚΑΤΑΣΤΗΜΑΤΑΡΧΕΣ ΕΥΚΑΙΡΙΑ Λόγω διάλυσης εμπορίου ΚΩΝΣΤΑΝΤΙΝΟΣ ΣΚΡΕΤ πωλείται όλος ο εξοπλισμός του καταστήματος με εξ όλη διάρθρωσης. Τηλ. 237.080 ΥΡΙΑ Λασιθίου 4. Τηλ. Κορνάρου. Τηλ. 235.040 (Π686) 1-3 ΠΩΛΕΙΤΑΙ μηχανή KAWASAKI 250 Z. Τιμή 300.000 δρχ. Τηλ. 254.811 (Π685) 1-10 ΠΩΛΕΙΤΑΙ SUZUKI SS400 μοντ. '82 και '83 σε άριστη κατάσταση περασμένα από ΚΤΕΟ. Πληρ. κ. Νίκο. Τηλ. 243.745 από 7.30-9.30 μ.μ. (Π675) 1-6 ΠΩΛΕΙΤΑΙ από 270 πιάτων διπλής κομμ. Τηλ. 251.700 (Π674) 1-6 ΠΩΛΕΙΤΑΙ επιχείρηση γηθοπωλείου, οδός Αντ. Καστρινάκη 29. Τηλ. 223.987 - 239.188 (Π674) 1-6	[47, 1402, 219, 2002]
dianomhs-ad	[781, 2031, 1302, 2144]
ads-column-2: ΠΩΛΟΥΝΤΑΙ • ΣΚΕΛΕΤΟΣ 110τ.μ. 2ου ορόφου, κατάλληλος για σπίτι ή γραφεία και 55τ.μ. και και δου ορόφου κατάλληλοι για Γραφεία ή μεζονέτα στα Λεοντάρια. • ΓΡΑΦΕΙΑ 130τ.μ. περίπου δου ορόφου στην Διοδώλου κοντά στα Λιονταράκια μόνο 120.000 δρχ. το τ.μ. • ΓΡΑΦΕΙΟ 22,5τ.μ. 3ου ορόφου γνησιακό στην Ασπρόρου μόνο 130.000 δρχ. το τ.μ. • ΜΟΝΟΚΑΤΟΙΚΙΑ διώροφη συνολικού εμβαδού 106τ.μ. στην Θέρισσο μόνο 6.500.000 δρχ. το τ.μ. • ΣΥΓΚΡΟΤΗΜΑ 6ξ ημιτελών διαμερισμάτων και ημιυπόγειο 147τ.μ. στην Αναλήψη Χερσονήσου μόνο 12.000.000 δρχ. Πληρ. ΑΛΕΞΑΚΗΣ - Έβανς 66 Τηλ. 241.145 (Π684) 1-6 ΠΩΛΕΙΤΑΙ η επιχείρηση Μπαρ στον παραλιακό δρόμο Μαλίων. Πληρ. τηλ. 221.822 (Π569) 1-10 ΠΩΛΕΙΤΑΙ εξοπλισμός Ψησταριάς και Σουβλατζίδικου. Μηχανήματα καινούργια 3 μηνών σε τιμές ευκαιρίας. (Πρώην Αλκαιίτη. Αγορά 1866. Ζητείστε κ. Νίκο. Τηλ. 225.144 (Π568) 1-6	[229, 155, 406, 460]
monoseis-body: Τα τεχνικά συνεργεία μας αναλαμβάνουν μονώσεις: Ταρατσών, πλακών στέγης, δεξαμενών, πισινών, ψυλών κ.λ.π.	[1328, 784, 1602, 826]
ads-column-8-mathimata: ΔΑΣΚΑΛΑ παραδίδει μαθήματα σε παιδιά Δημοτικού. Τηλ. 254.148 (Μ289) 1-3 ΤΕΛΕΙΟΦΟΙΤΗ Φυσικομαθηματικής με μακρόχρονη διδακτική πείρα παραδίδει ιδιαίτερα μαθήματα Μαθηματικών, Φυσικής σε μαθητές Γυμνασίου, Λυκείου. Ειδικώς πιέσεις σε μαθητές Γυμνασίου και Λυκείου. Ειδικές τιμές για γκρουπ 2-3 μαθητών. Τηλ. 236.878 (Μ287) 1-2 ΠΤΥΧΙΟΥΧΟΣ δεσποινίς της Αγγλικής γλώσσας παραδίδει ιδιαίτερα μαθήματα σε αρχάριους και προχωρημένους. Ώρες ηθικόν τα ξένα γλώσσας. Τιμές ευκαιρίας. Πληρ. 9π.μ.-4μμ. Τηλ. 233.118 (Μ286) 1-3 ΦΥΣΙΚΗ για το Λύκειο από φοιτήτρια της Β' Δέσμης, με διδακτική πείρα στην φυσική. Πληρ. τηλ. 228.890 (Μ285) 1-3 ΦΙΛΟΛΟΓΟΣ καθηγήτρια με μεγάλη πείρα παραδίδει ιδιαίτερα μαθήματα 'Αρχαία-Εκθέσεις Γ' Δέσμης σε μαθητές Λυκείου και παραδίδει μαθήματα Αρχαίων Ελληνικών Δοκιμασίας, τελειόφοιτους γυμνασίου. (Μ-284) 1-4 ΦΥΣΙΚΟΣ - Μαθηματικός με πολυετή πείρα αναλαμβάνουν υπεύθυνα την προπαρασκευή μαθητών όλων των τάξεων Γυμνασίου - Λυκείου - Δέσμης. Τηλ. 232757, 287287. (Μ275) 1-10 ΧΗΜΙΚΟΣ παραδίδει Μαθηματικά Φυσική-Χημεία σε μαθητές Γυμνασίου, Λυκείου. Τηλ. 233.224 (Μ283) 1-4	[1314, 1746, 1616, 1960]
ads-column-4: ΖΗΤΕΙΤΑΙ υπάλληλος σε FAST FOOD με πείρα πάνω στους καφέδες. Τηλ. 241.262 από 1μμ.-3μμ. (Ζ120) 1-3 Βιομηχανία Πλαστικών ΖΗΤΑ ηλεκτροτεχνίτη, μηχανοτεχνίτη χωρίς στρατιωτικές υποχρεώσεις. Τηλ. 228.559 από 7π.μ.-3μμ. (Ζ121) 1-5 ΖΗΤΑΜΕ κοπέλα με γνώσεις λογιστικών για μόνιμη εργασία, βιβλία Β' Κατηγορίας. Η εμπειρία θα θεωρηθεί προσόν. Τηλ. 285.525 ώρες καταστημάτων. (Ζ120) 1-6 ΖΗΤΕΙΤΑΙ πεπειραμένος οδοντοτεχνίτης. Τηλ. 254.971 (Ζ119) 1-3 ΖΗΤΕΙΤΑΙ κοπέλα για σοβαρή PUB. Δημοκρατίας 32. Μισθός ικανοποιητικός. Τηλ. 239.185 από 11π.μ. (Ζ118) 1-5 ΔΙΕΥΘΥΝΤΗΣ ΞΕΝΟΔΟΧΕΙΟΥ διαθέτων άδεια ΕΟΤ με πολυετή πείρα, πολύγλωσσος, και με άριστες διασυνδέσεις ΖΗΤΕΙ μερική απασχόληση. Τηλεφωνείστε στο 260.154 (Ζ168) 1-2 Από το Τουριστικό γραφείο ΕΙ GRAND, ΖΗΤΕΙΤΑΙ άτομο με προϋπηρεσία και γνώσεις Αγγλικής, Γερμανικής γλώσσας, για απόδειξεις των πτήσεων. Πληρ. τηλ. 220.222 10.00-13.00 (Ζ117) 1-7 ΖΗΤΕΙΤΑΙ συνεταίρος για επιχείρηση θαλάσσιων Σπορ. Κεφάλαιο 3.500.000. Γνώστης WIND-SERF. Τηλ. 811.029 (Ζ116) 1-2 ΖΗΤΕΙΤΑΙ για αγορά ταξί ή άδεια ταξί. Τηλ. 282.263 (Ζ115) 1-8 WANTED ENGLISH SPEAKING GIRL, OVER 20, TO HELP LOOK AFTER GREEK-AUSTRALIAN FAMILY WITH 3 CHILDREN. MUST LIVE OUT AND HAVE DRIVING LICENSE. TEL. 225.198 (Ζ114) 1-3 Κυρία ΖΗΤΕΙ να προσέχει στο σπίτι της μικρό παιδί. Περιοχή Γεργανού. Τηλ. 234.620 (Ζ113) 1-4 ΖΗΤΕΙΤΑΙ νέος για να εργασθεί σε γραφείο εκτελωνιστικών εργασιών. Απαραίτητα προσόντα, Αγγλικά και δίπλωμα αυτοκινήτου. Τηλ. 239.203 (Ζ112) 1-10 Κυρία ΖΗΤΕΙ να προσέχει παιδί στο σπίτι της. Τηλ. 280.951 (Ζ111) 1-3 ΖΗΤΕΙΤΑΙ κοπέλα για λουκουματζίδικο. Τηλ. 281.610 (Ζ110) 1-3 ΖΗΤΟΥΝΤΑΙ κοπέλες να εργαστούν σε Καφετέρια, μπαρ STOP. Έφοδος 3. Πληρ. εντός ή στο τηλ. 255.564 (Ζ109) 1-10 ΖΗΤΕΙΤΑΙ άτομο να καλή γνώση γραφίστας ή/και αρχιτεκτονικού σχεδίου και ζωγραφικής και σχετικής γνώσης Αγγλικής για εργαστήριο. Τηλ. 225.198 (Ζ108) 1-3 ΖΗΤΟΥΝΤΑΙ απ' την βιοτεχνία ΜΙΝΟΣ κοπέλες κάτω των 25 ετών για μόνιμη εργασία. Κλέγραμμα και μηχανήματα, γνώση λογιστικής, ποτοποιίας και βιοτεχνίας. Τηλ. 255.438 (Ζ79) 1-3 ΖΗΤΕΙΤΑΙ κυρία για να κρατάει συντροφιά και περιποίηση σπιτιού δύο ηλικιωμένων κυρίων, χωρίς υγιώς στο κέντρο της πόλης με περιοχή υπόδειξης λογαριασμού, το Κοντρού. Τηλ. 226.053 από 8.30-9.30π.μ. ή 3.30-1.00μμ., 220.477 από 6-7μμ. (Ζ83) 1-6 ΖΗΤΕΙΤΑΙ προς ενοικίαση διαμέρισμα 2άρι ή 3άρι, με κεντρική θέρμανση. Τηλ. 771.245 απογευματινές-βραδινές ώρες. (Ζ43) 1-6 ΖΗΤΕΙΤΑΙ προς αγορά αγροτεμάχιο περίπου 5 στρεμμάτων στην περιοχή Φοιτητικού-Βασιλικών. Πληροφ. τηλ. 28.20.12 - 235.522 (Ζ90) 1-4 ΖΗΤΕΙΤΑΙ πωλήτρια νεαρή εμφανίσιμη, χωρίς οικογεν. υποχρεώσεις για κεντρικό κατάστημα παιδικών ειδών με πείρα πωλήσεων. Θα προτιμηθεί η ξένη με ειδικό δίπλωμα. Πληρ. τηλ. 237.417 9-1 καθημερινά. (Ζ92) 1-6 ΖΗΤΕΙΤΑΙ τεχνίτης επιπλοποιός μαραγκός με ικανοποιητική αμοιβή. Πληρ. τηλ. 281.661 (Ζ66) 1-5 ΖΗΤΕΙΤΑΙ μπέιμπι σίτερ για 1 μωρό εκτός του Ηρακλείου. Τηλ. 280.214 ώρες καταστημάτων. (Ζ60) 1-10 ΖΗΤΕΙΤΑΙ ηλεκτροσυγκολλητής και δύο βοηθοί μηχανουργού σε μηχανουργικό εργαστήριο. Πληρ. τηλ. 286.583 (Ζ105) 1-5 ΖΗΤΕΙΤΑΙ κοπέλα για βιοτεχνία με περιοχή επιχείρησης δόξα με επιμέλεια. Παρά Κουρουλέιο χρησιμότητα και σε περιοχή Αμμουδαρά. Τηλ. 257.722 (Ζ104) 1-6	[599, 194, 771, 1350]
computers-body: για όλη την ΚΡΗΤΗ. Απαραίτητη προϋπόθεση: Γνώσεις στην Μηχανογράφηση. Τυχόν προϋπηρεσία είναι επιθυμητή. Πληρ. ΗΡΑΚΛΕΙΟ - Τηλ. 226.622, 222.131 ώρες Γραφείου.	[798, 1747, 1285, 1798]
computers-sub2: • ΠΩΛΗΤΕΣ - ΣΥΝΕΡΓΑΤΕΣ	[915, 1726, 1169, 1745]
monoseis-ad	[1314, 753, 1616, 883]
malia-sub: ΖΗΤΟΥΝΤΑΙ	[949, 1868, 1134, 1893]
ads-column-6-bottom: ΖΗΤΟΥΝΤΑΙ συνεργάτες για τις δημοσιογραφικές επιχειρήσεις στην Χερσόνησο: 1) Τυπωτικές Βοτάνων (εμπορευματικά). 2) Σούπερ Μάρκετ και Τουριστικά Είδη. 3) Γραφείο Ενοικιάσεως Μοτοποδηλάτων και Αυτοκινήτων (νόμιμη κατοχύρωση). Διαθέτει τα καταστήματα. Πληρ. τηλ. 225.516 - 228.028 (Ζ67) 1-5 ΖΗΤΕΙΤΑΙ από το ξενοδοχείο «ΑΦΡΟΔΙΤΗ» Γουβών ειδικευμένο προσωπικό για καλυμμένο τμήματα: RECEPTION, ΕΣΤΙΑΤΟΡΙΟ, ΜΠΑΡ, ΔΙΣΚΟΘΗΚΗ, ΟΡΟΦΩΝ και ΚΟΥΖΙΝΑ. ΖΗΤΕΙΤΑΙ κυρία για 16 χρόνια πείρας και με Μολυσματίκης από 8.30 π.μ.-12.30 μ.μ. Τηλ. 223967. (Ζ16) 1-10 ΖΗΤΕΙΤΑΙ Εταιρεία ΤΟΥΡΙΣΤΙΚΟ ΓΡΑΦΕΙΟ για άμεση βιτρίνα Τηλ. (Ζ73) 1-5	[781, 1144, 945, 1381]
klimatismos-sub: ΖΗΤΑ	[914, 968, 992, 994]
oikodomikes-ad	[418, 1820, 768, 1964]
oikodomikes-title: ΟΙΚΟΔΟΜΙΚΕΣ ΕΠΙΧΕΙΡΗΣΕΙΣ	[486, 1827, 700, 1844]
